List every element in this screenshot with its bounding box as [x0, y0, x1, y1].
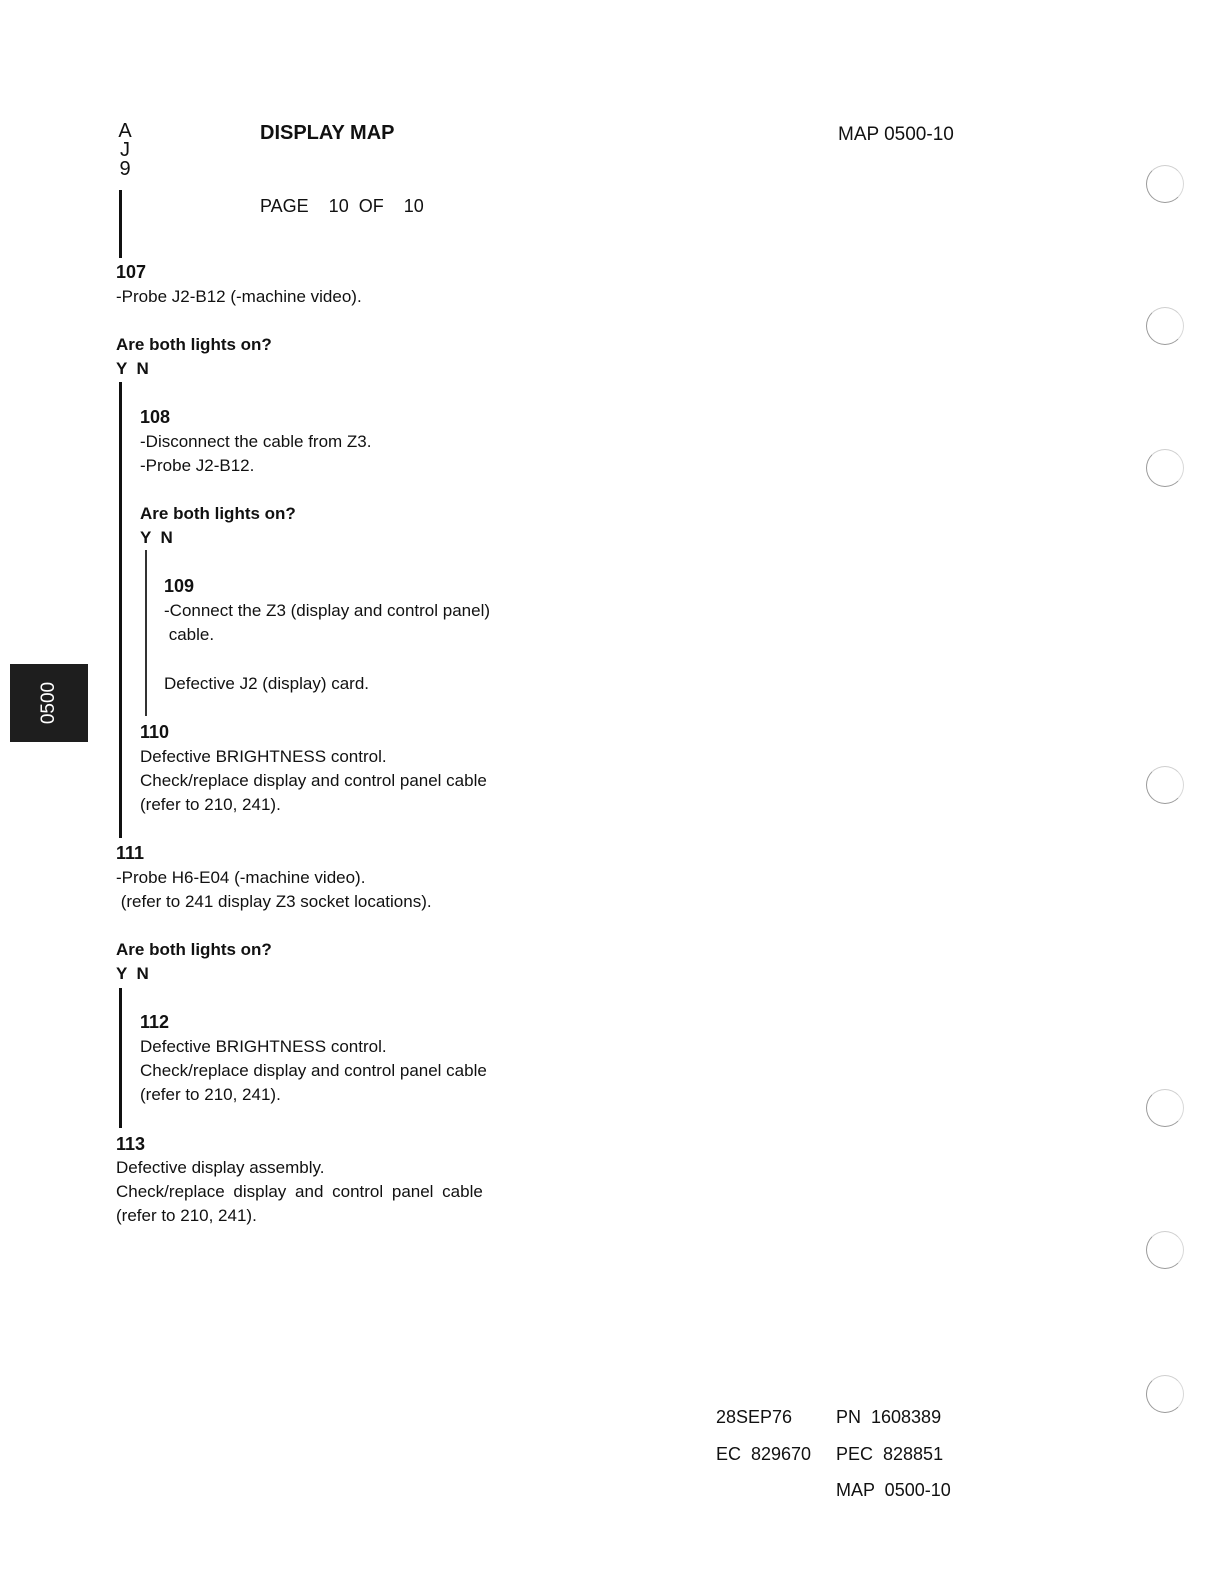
map-id: MAP 0500-10: [838, 124, 954, 145]
step-number-109: 109: [164, 576, 195, 596]
step-text: Defective J2 (display) card.: [164, 674, 370, 693]
footer-pec: PEC 828851: [836, 1444, 944, 1464]
binder-hole: [1146, 766, 1184, 804]
step-text: cable.: [164, 625, 215, 644]
step-text: Check/replace display and control panel cable: [140, 1061, 487, 1080]
step-text: Defective BRIGHTNESS control.: [140, 747, 387, 766]
question: Are both lights on?: [116, 940, 272, 959]
step-number-108: 108: [140, 407, 171, 427]
step-number-113: 113: [116, 1134, 146, 1154]
step-text: (refer to 210, 241).: [140, 795, 281, 814]
yes-no-label: Y N: [116, 359, 149, 378]
step-text: -Connect the Z3 (display and control panel): [164, 601, 491, 620]
step-text: Check/replace display and control panel cable: [116, 1182, 483, 1201]
step-text: (refer to 210, 241).: [116, 1206, 257, 1225]
step-text: Defective BRIGHTNESS control.: [140, 1037, 387, 1056]
flow-line: [145, 550, 147, 716]
section-tab: 0500: [10, 664, 88, 742]
step-number-112: 112: [140, 1012, 170, 1032]
yes-no-label: Y N: [140, 528, 173, 547]
step-text: -Probe H6-E04 (-machine video).: [116, 868, 366, 887]
step-number-110: 110: [140, 722, 170, 742]
binder-hole: [1146, 449, 1184, 487]
question: Are both lights on?: [116, 335, 272, 354]
page-number: PAGE 10 OF 10: [260, 196, 424, 216]
footer-ec: EC 829670: [716, 1444, 812, 1464]
step-text: (refer to 210, 241).: [140, 1085, 281, 1104]
binder-hole: [1146, 165, 1184, 203]
step-number-107: 107: [116, 262, 147, 282]
footer-date: 28SEP76: [716, 1407, 793, 1427]
footer-map: MAP 0500-10: [836, 1480, 951, 1500]
step-text: -Probe J2-B12.: [140, 456, 255, 475]
footer-pn: PN 1608389: [836, 1407, 942, 1427]
step-number-111: 111: [116, 843, 145, 863]
binder-hole: [1146, 307, 1184, 345]
flow-line: [119, 190, 122, 258]
binder-hole: [1146, 1231, 1184, 1269]
step-text: Defective display assembly.: [116, 1158, 325, 1177]
yes-no-label: Y N: [116, 964, 149, 983]
step-text: Check/replace display and control panel cable: [140, 771, 487, 790]
question: Are both lights on?: [140, 504, 296, 523]
flow-line: [119, 382, 122, 838]
binder-hole: [1146, 1089, 1184, 1127]
page-title: DISPLAY MAP: [260, 122, 395, 144]
flow-line: [119, 988, 122, 1128]
step-text: (refer to 241 display Z3 socket locations).: [116, 892, 432, 911]
binder-hole: [1146, 1375, 1184, 1413]
step-text: -Disconnect the cable from Z3.: [140, 432, 372, 451]
connector-label: A J 9: [118, 120, 132, 180]
step-text: -Probe J2-B12 (-machine video).: [116, 287, 362, 306]
